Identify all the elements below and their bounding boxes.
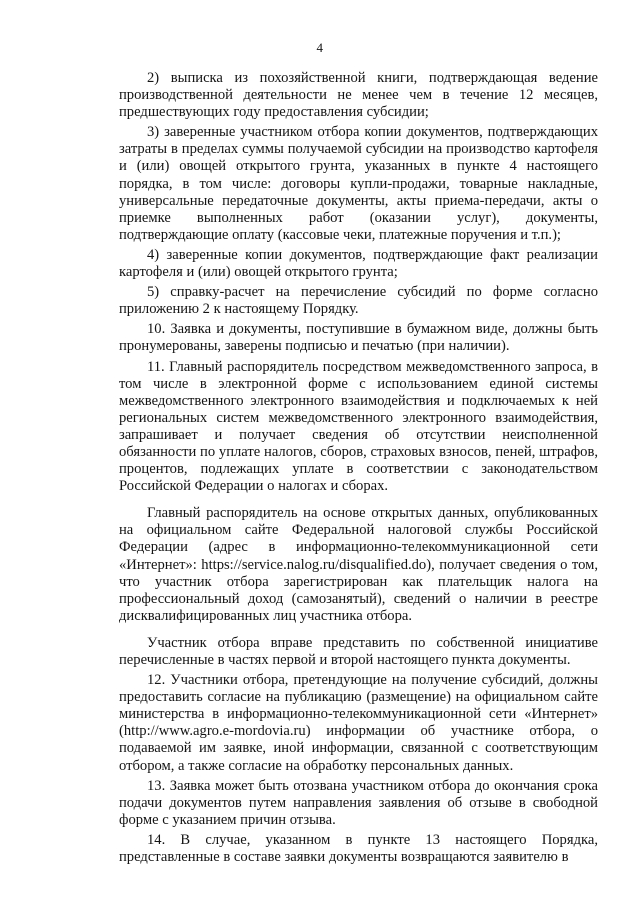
- paragraph-item-2: 2) выписка из похозяйственной книги, подтверждающая ведение производственной деятельности не менее чем в течение 12 месяцев, предшествующих году предоставления субсидии;: [119, 70, 598, 121]
- paragraph-clause-11-part-2: Главный распорядитель на основе открытых данных, опубликованных на официальном сайте Федеральной налоговой службы Российской Федерации (адрес в информационно-телекоммуникационной сети «Интернет»: https://service.nalog.ru/disqualified.do), получает сведения о том, что участник отбора зарегистрирован как плательщик налога на профессиональный доход (самозанятый), сведений о наличии в реестре дисквалифицированных лиц участника отбора.: [119, 505, 598, 624]
- paragraph-clause-14: 14. В случае, указанном в пункте 13 настоящего Порядка, представленные в составе заявки документы возвращаются заявителю в: [119, 831, 598, 866]
- paragraph-clause-11: 11. Главный распорядитель посредством межведомственного запроса, в том числе в электронной форме с использованием единой системы межведомственного электронного взаимодействия и подключаемых к ней региональных систем межведомственного электронного взаимодействия, запрашивает и получает сведения об отсутствии неисполненной обязанности по уплате налогов, сборов, страховых взносов, пеней, штрафов, процентов, подлежащих уплате в соответствии с законодательством Российской Федерации о налогах и сборах.: [119, 358, 598, 495]
- paragraph-clause-10: 10. Заявка и документы, поступившие в бумажном виде, должны быть пронумерованы, заверены подписью и печатью (при наличии).: [119, 321, 598, 355]
- document-body: [119, 70, 598, 866]
- paragraph-clause-13: 13. Заявка может быть отозвана участником отбора до окончания срока подачи документов путем направления заявления об отзыве в свободной форме с указанием причин отзыва.: [119, 777, 598, 828]
- paragraph-item-5: 5) справку-расчет на перечисление субсидий по форме согласно приложению 2 к настоящему Порядку.: [119, 284, 598, 318]
- paragraph-clause-12: 12. Участники отбора, претендующие на получение субсидий, должны предоставить согласие на публикацию (размещение) на официальном сайте министерства в информационно-телекоммуникационной сети «Интернет» (http://www.agro.e-mordovia.ru) информации об участнике отбора, о подаваемой им заявке, иной информации, связанной с соответствующим отбором, а также согласие на обработку персональных данных.: [119, 672, 598, 774]
- paragraph-clause-11-part-3: Участник отбора вправе представить по собственной инициативе перечисленные в частях первой и второй настоящего пункта документы.: [119, 634, 598, 668]
- paragraph-item-3: 3) заверенные участником отбора копии документов, подтверждающих затраты в пределах суммы получаемой субсидии на производство картофеля и (или) овощей открытого грунта, указанных в пункте 4 настоящего порядка, в том числе: договоры купли-продажи, товарные накладные, универсальные передаточные документы, акты приема-передачи, акты о приемке выполненных работ (оказании услуг), документы, подтверждающие оплату (кассовые чеки, платежные поручения и т.п.);: [119, 124, 598, 243]
- page-number: 4: [316, 40, 324, 55]
- paragraph-item-4: 4) заверенные копии документов, подтверждающие факт реализации картофеля и (или) овощей открытого грунта;: [119, 246, 598, 281]
